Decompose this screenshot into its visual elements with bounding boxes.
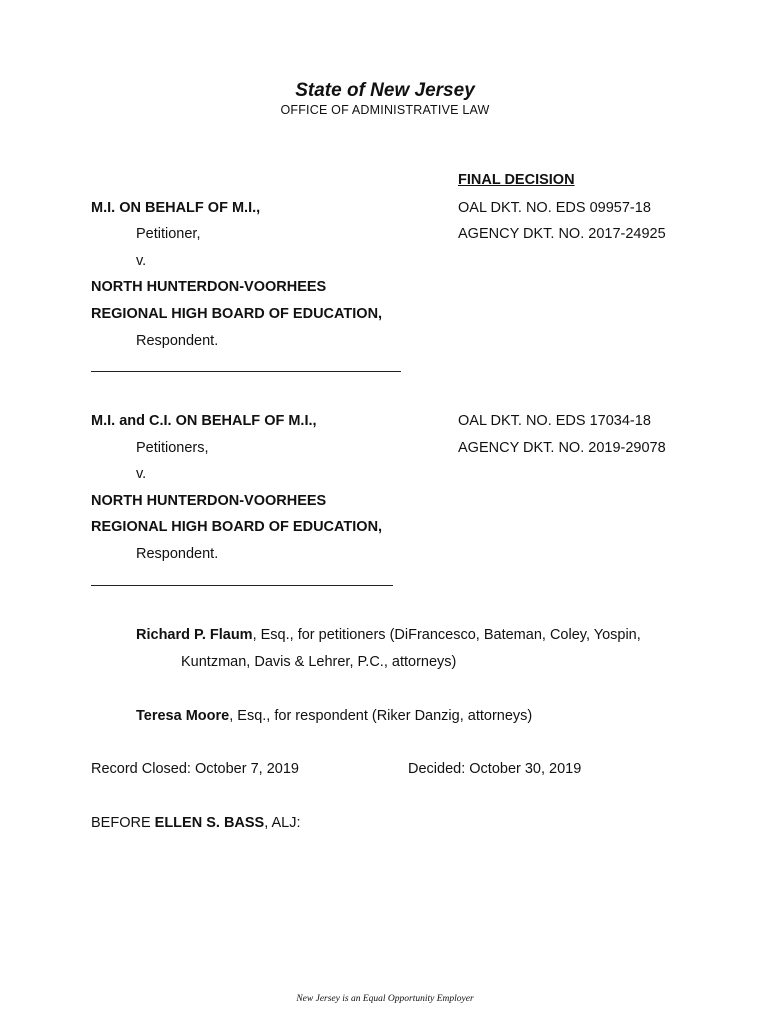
case-1-versus: v.: [136, 253, 147, 269]
case-1-agency-docket: AGENCY DKT. NO. 2017-24925: [458, 226, 666, 242]
case-2-respondent-role: Respondent.: [136, 546, 219, 562]
final-decision-label: FINAL DECISION: [458, 172, 575, 188]
case-2-respondent-line2: REGIONAL HIGH BOARD OF EDUCATION,: [91, 519, 383, 535]
page-footer: New Jersey is an Equal Opportunity Employer: [296, 994, 474, 1004]
respondent-counsel-detail: , Esq., for respondent (Riker Danzig, attorneys): [229, 708, 533, 724]
case-2-respondent-line1: NORTH HUNTERDON-VOORHEES: [91, 493, 327, 509]
case-1-respondent-role: Respondent.: [136, 333, 219, 349]
judge-name: ELLEN S. BASS: [154, 815, 265, 831]
petitioner-counsel-line1: [136, 627, 641, 643]
petitioner-counsel-name: Richard P. Flaum: [136, 627, 253, 643]
case-2-party: M.I. and C.I. ON BEHALF OF M.I.,: [91, 413, 317, 429]
case-2-role: Petitioners,: [136, 440, 209, 456]
case-2-agency-docket: AGENCY DKT. NO. 2019-29078: [458, 440, 666, 456]
before-judge-line: [91, 815, 301, 831]
document-subtitle: OFFICE OF ADMINISTRATIVE LAW: [280, 103, 490, 117]
record-closed-date: Record Closed: October 7, 2019: [91, 761, 299, 777]
case-2-oal-docket: OAL DKT. NO. EDS 17034-18: [458, 413, 651, 429]
petitioner-counsel-detail: , Esq., for petitioners (DiFrancesco, Bateman, Coley, Yospin,: [252, 627, 641, 643]
before-prefix: BEFORE: [91, 815, 155, 831]
case-1-respondent-line1: NORTH HUNTERDON-VOORHEES: [91, 279, 327, 295]
case-1-party: M.I. ON BEHALF OF M.I.,: [91, 200, 261, 216]
petitioner-counsel-line2: Kuntzman, Davis & Lehrer, P.C., attorneys): [181, 654, 457, 670]
case-1-respondent-line2: REGIONAL HIGH BOARD OF EDUCATION,: [91, 306, 383, 322]
decided-date: Decided: October 30, 2019: [408, 761, 582, 777]
document-title: State of New Jersey: [295, 80, 475, 101]
case-1-oal-docket: OAL DKT. NO. EDS 09957-18: [458, 200, 651, 216]
case-2-divider: [91, 585, 393, 586]
respondent-counsel-line: [136, 708, 532, 724]
case-1-role: Petitioner,: [136, 226, 201, 242]
respondent-counsel-name: Teresa Moore: [136, 708, 230, 724]
case-2-versus: v.: [136, 466, 147, 482]
before-suffix: , ALJ:: [264, 815, 301, 831]
case-1-divider: [91, 371, 401, 372]
